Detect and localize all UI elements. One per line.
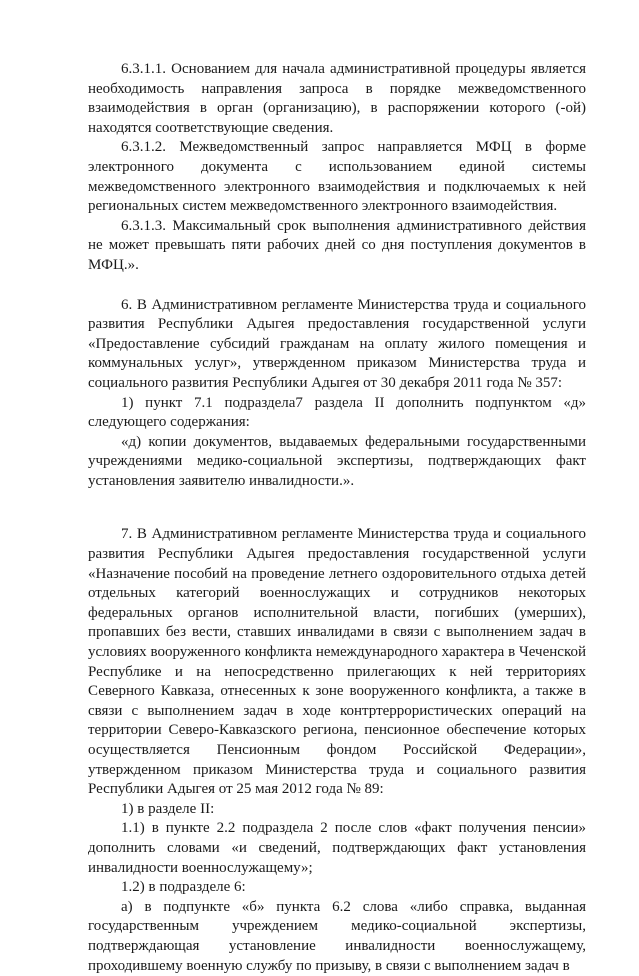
paragraph-6-3-1-1: 6.3.1.1. Основанием для начала административной процедуры является необходимость направления запроса в порядке межведомственного взаимодействия в орган (организацию), в распоряжении которого (-ой) находятся соответствующие сведения. [88,61,586,136]
paragraph-item-7: 7. В Административном регламенте Министерства труда и социального развития Республики Адыгея предоставления государственной услуги «Назначение пособий на проведение летнего оздоровительного отдыха детей отдельных категорий военнослужащих и сотрудников некоторых федеральных органов исполнительной власти, погибших (умерших), пропавших без вести, ставших инвалидами в связи с выполнением задач в условиях вооруженного конфликта немеждународного характера в Чеченской Республике и на непосредственно прилегающих к ней территориях Северного Кавказа, отнесенных к зоне вооруженного конфликта, а также в связи с выполнением задач в ходе контртеррористических операций на территории Северо-Кавказского региона, пенсионное обеспечение которых осуществляется Пенсионным фондом Российской Федерации», утвержденном приказом Министерства труда и социального развития Республики Адыгея от 25 мая 2012 года № 89: [88,526,586,798]
spacer [88,276,586,296]
paragraph-item-7-1-2-a: а) в подпункте «б» пункта 6.2 слова «либо справка, выданная государственным учреждением медико-социальной экспертизы, подтверждающая установление инвалидности военнослужащему, проходившему военную службу по призыву, в связи с выполнением задач в [88,898,586,974]
paragraph-item-6: 6. В Административном регламенте Министерства труда и социального развития Республики Адыгея предоставления государственной услуги «Предоставление субсидий гражданам на оплату жилого помещения и коммунальных услуг», утвержденном приказом Министерства труда и социального развития Республики Адыгея от 30 декабря 2011 года № 357: [88,296,586,391]
paragraph-6-3-1-3: 6.3.1.3. Максимальный срок выполнения административного действия не может превышать пяти рабочих дней со дня поступления документов в МФЦ.». [88,217,586,273]
paragraph-item-7-1-2: 1.2) в подразделе 6: [121,879,246,896]
paragraph-item-6-1-d: «д) копии документов, выдаваемых федеральными государственными учреждениями медико-социальной экспертизы, подтверждающих факт установления заявителю инвалидности.». [88,433,586,489]
paragraph-6-3-1-2: 6.3.1.2. Межведомственный запрос направляется МФЦ в форме электронного документа с использованием единой системы межведомственного электронного взаимодействия и подключаемых к ней региональных систем межведомственного электронного взаимодействия. [88,139,586,215]
paragraph-item-6-1: 1) пункт 7.1 подраздела7 раздела II дополнить подпунктом «д» следующего содержания: [88,394,586,431]
document-body [88,60,586,976]
paragraph-item-7-1: 1) в разделе II: [121,800,215,817]
paragraph-item-7-1-1: 1.1) в пункте 2.2 подраздела 2 после слов «факт получения пенсии» дополнить словами «и сведений, подтверждающих факт установления инвалидности военнослужащему»; [88,820,586,876]
spacer [88,491,586,525]
